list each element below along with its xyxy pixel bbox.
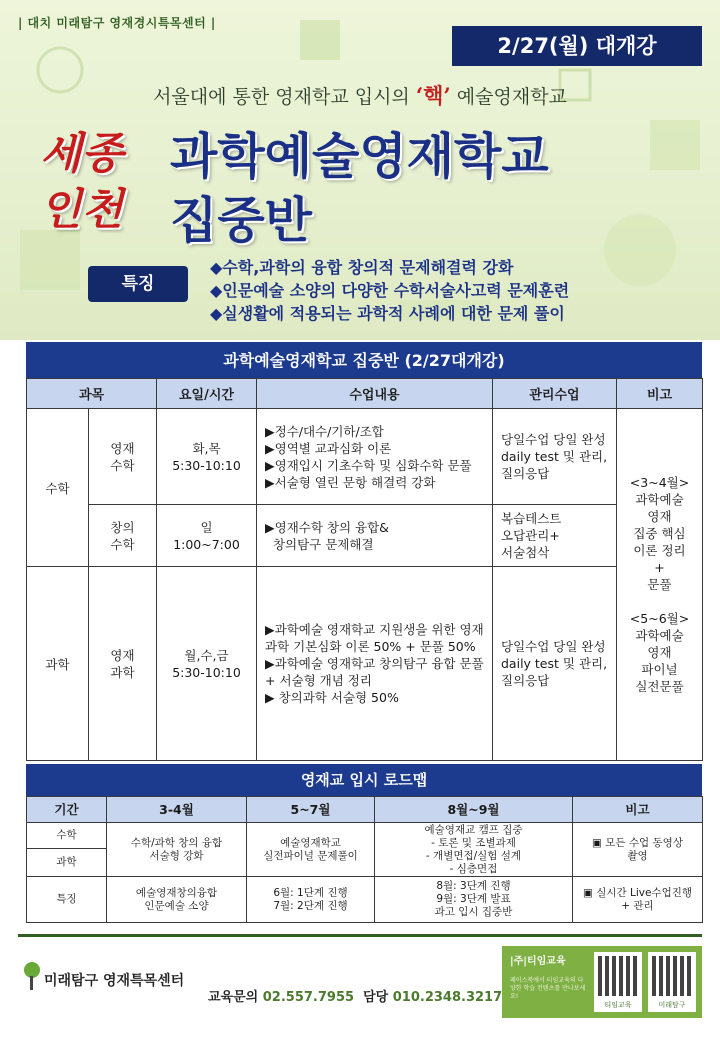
course-content: ▶정수/대수/기하/조합 ▶영역별 교과심화 이론 ▶영재입시 기초수학 및 심화수학 문풀 ▶서술형 열린 문항 해결력 강화	[257, 409, 493, 505]
tree-logo-icon	[22, 962, 42, 990]
course-time: 화,목 5:30-10:10	[157, 409, 257, 505]
subtitle-before: 서울대에 통한 영재학교 입시의	[153, 86, 416, 108]
partner-panel	[502, 946, 702, 1018]
course-management: 당일수업 당일 완성 daily test 및 관리, 질의응답	[493, 567, 617, 761]
roadmap-row-label: 과학	[27, 849, 107, 877]
table-row	[27, 505, 703, 567]
subject-math: 수학	[27, 409, 89, 567]
main-title-sub: 집중반	[170, 192, 313, 249]
feature-item: ◆인문예술 소양의 다양한 수학서술사고력 문제훈련	[210, 281, 570, 300]
course-name: 영재 과학	[89, 567, 157, 761]
roadmap-row-label: 수학	[27, 823, 107, 849]
manager-number[interactable]: 010.2348.3217	[392, 990, 503, 1005]
partner-brand-name: |주|티임교육	[510, 956, 566, 967]
region-incheon: 인천	[40, 185, 124, 235]
roadmap-header-row	[27, 797, 703, 823]
roadmap-title: 영재교 입시 로드맵	[26, 764, 702, 796]
footer-logo	[22, 962, 184, 990]
feature-item: ◆실생활에 적용되는 과학적 사례에 대한 문제 풀이	[210, 304, 565, 323]
subtitle-after: 예술영재학교	[450, 86, 567, 108]
schedule-section	[26, 342, 702, 761]
feature-item: ◆수학,과학의 융합 창의적 문제해결력 강화	[210, 258, 514, 277]
course-content: ▶과학예술 영재학교 지원생을 위한 영재과학 기본심화 이론 50% + 문풀 50% ▶과학예술 영재학교 창의탐구 융합 문풀 + 서술형 개념 정리 ▶ 창의과학 서술형 50%	[257, 567, 493, 761]
header-management: 관리수업	[493, 379, 617, 409]
contact-info	[208, 986, 502, 1005]
roadmap-header: 비고	[573, 797, 703, 823]
footer-divider	[18, 934, 702, 937]
brand-tag: | 대치 미래탐구 영재경시특목센터 |	[18, 16, 216, 30]
roadmap-cell: 예술영재교 캠프 집중 - 토론 및 조별과제 - 개별면접/실험 설계 - 심층면접	[375, 823, 573, 877]
subject-science: 과학	[27, 567, 89, 761]
roadmap-header: 기간	[27, 797, 107, 823]
course-name: 영재 수학	[89, 409, 157, 505]
date-banner: 2/27(월) 대개강	[452, 26, 702, 66]
header-note: 비고	[617, 379, 703, 409]
roadmap-table	[26, 796, 703, 923]
roadmap-header: 8월~9월	[375, 797, 573, 823]
roadmap-cell: 예술영재창의융합 인문예술 소양	[107, 877, 247, 923]
hero-banner	[0, 0, 720, 340]
main-title: 과학예술영재학교	[170, 128, 549, 185]
subtitle-highlight: ‘핵’	[415, 83, 451, 108]
roadmap-cell: 6월: 1단계 진행 7월: 2단계 진행	[247, 877, 375, 923]
manager-label: 담당	[354, 990, 393, 1005]
course-time: 월,수,금 5:30-10:10	[157, 567, 257, 761]
course-time: 일 1:00~7:00	[157, 505, 257, 567]
roadmap-row	[27, 823, 703, 849]
roadmap-note: ▣ 실시간 Live수업진행 + 관리	[573, 877, 703, 923]
region-sejong: 세종	[40, 129, 124, 179]
qr-code-icon[interactable]	[594, 952, 642, 1012]
roadmap-section	[26, 764, 702, 923]
feature-list	[210, 256, 569, 325]
schedule-table	[26, 378, 703, 761]
course-management: 당일수업 당일 완성 daily test 및 관리, 질의응답	[493, 409, 617, 505]
inquiry-label: 교육문의	[208, 990, 263, 1005]
roadmap-cell: 8월: 3단계 진행 9월: 3단계 발표 과고 입시 집중반	[375, 877, 573, 923]
roadmap-note: ▣ 모든 수업 동영상 촬영	[573, 823, 703, 877]
roadmap-cell: 수학/과학 창의 융합 서술형 강화	[107, 823, 247, 877]
feature-badge: 특징	[88, 266, 188, 302]
roadmap-header: 5~7월	[247, 797, 375, 823]
roadmap-header: 3-4월	[107, 797, 247, 823]
course-content: ▶영재수학 창의 융합& 창의탐구 문제해결	[257, 505, 493, 567]
partner-blurb: 페이스북에서 티임교육의 다양한 학습 컨텐츠를 만나보세요!	[510, 977, 586, 1000]
roadmap-row-label: 특징	[27, 877, 107, 923]
inquiry-number[interactable]: 02.557.7955	[262, 990, 355, 1005]
course-name: 창의 수학	[89, 505, 157, 567]
qr-label: 미래탐구	[658, 1001, 686, 1009]
header-subject: 과목	[27, 379, 157, 409]
roadmap-cell: 예술영재학교 실전파이널 문제풀이	[247, 823, 375, 877]
partner-brand	[510, 952, 588, 1001]
course-management: 복습테스트 오답관리+ 서술첨삭	[493, 505, 617, 567]
qr-code-icon[interactable]	[648, 952, 696, 1012]
schedule-title: 과학예술영재학교 집중반 (2/27대개강)	[26, 342, 702, 378]
table-row	[27, 409, 703, 505]
subtitle	[0, 80, 720, 110]
header-content: 수업내용	[257, 379, 493, 409]
roadmap-row	[27, 877, 703, 923]
footer-logo-text: 미래탐구 영재특목센터	[44, 973, 185, 989]
qr-label: 티임교육	[604, 1001, 632, 1009]
header-time: 요일/시간	[157, 379, 257, 409]
table-row	[27, 567, 703, 761]
table-header-row	[27, 379, 703, 409]
schedule-note: <3~4월> 과학예술 영재 집중 핵심 이론 정리 + 문풀 <5~6월> 과학예술 영재 파이널 실전문풀	[617, 409, 703, 761]
